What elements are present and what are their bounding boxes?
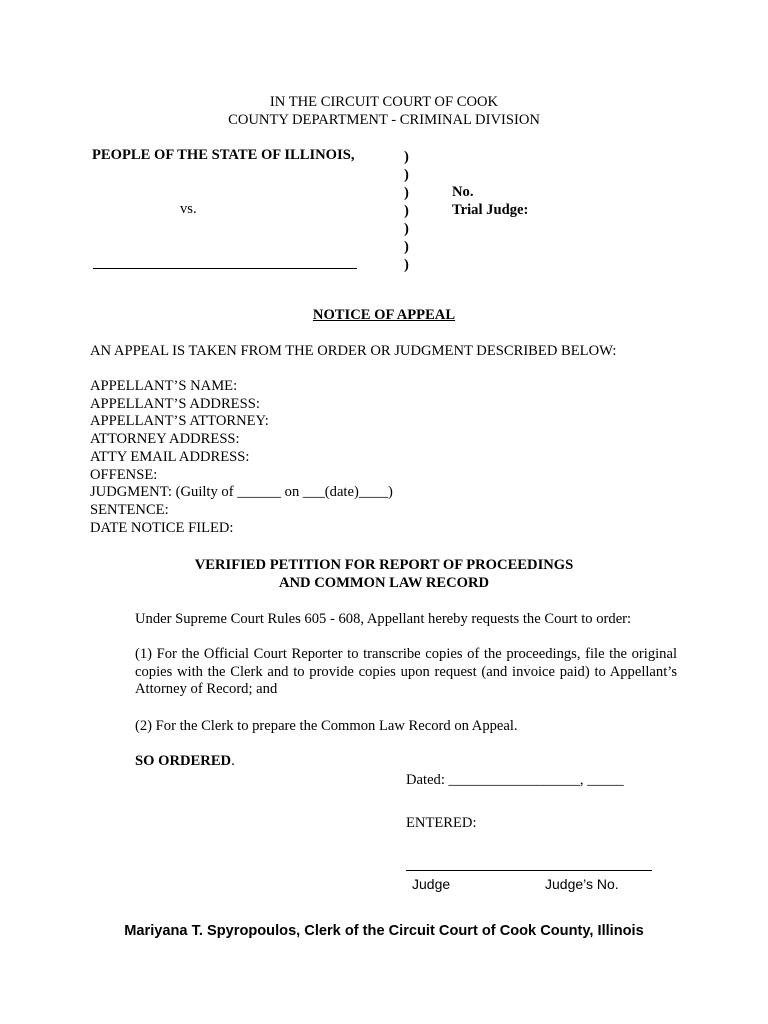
field-date-notice-filed: DATE NOTICE FILED: xyxy=(90,519,234,536)
field-atty-email: ATTY EMAIL ADDRESS: xyxy=(90,448,250,465)
appeal-intro: AN APPEAL IS TAKEN FROM THE ORDER OR JUDGMENT DESCRIBED BELOW: xyxy=(90,343,617,359)
petition-item-1: (1) For the Official Court Reporter to transcribe copies of the proceedings, file the original copies with the Clerk and to provide copies upon request (and invoice paid) to Appellant’s Attorney of Record; and xyxy=(135,646,677,698)
court-heading-line-1: IN THE CIRCUIT COURT OF COOK xyxy=(269,94,499,110)
caption-parentheses xyxy=(404,148,409,274)
dated-line: Dated: __________________, _____ xyxy=(406,772,624,788)
case-info xyxy=(452,183,528,219)
paren: ) xyxy=(404,185,409,201)
appellant-fields xyxy=(90,378,393,537)
plaintiff-name: PEOPLE OF THE STATE OF ILLINOIS, xyxy=(92,147,355,163)
notice-title: NOTICE OF APPEAL xyxy=(312,307,456,323)
paren: ) xyxy=(404,167,409,183)
paren: ) xyxy=(404,203,409,219)
case-number-label: No. xyxy=(452,184,474,200)
court-heading-line-2: COUNTY DEPARTMENT - CRIMINAL DIVISION xyxy=(228,111,540,128)
rules-paragraph: Under Supreme Court Rules 605 - 608, Appellant hereby requests the Court to order: xyxy=(135,611,632,627)
petition-title-line-1: VERIFIED PETITION FOR REPORT OF PROCEEDINGS xyxy=(194,557,574,573)
so-ordered xyxy=(135,753,235,771)
versus-label: vs. xyxy=(180,201,197,217)
paren: ) xyxy=(404,221,409,237)
field-attorney-address: ATTORNEY ADDRESS: xyxy=(90,431,240,448)
field-appellant-address: APPELLANT’S ADDRESS: xyxy=(90,395,260,412)
paren: ) xyxy=(404,257,409,273)
judge-number-label: Judge’s No. xyxy=(545,876,619,892)
field-offense: OFFENSE: xyxy=(90,466,158,483)
petition-item-2: (2) For the Clerk to prepare the Common Law Record on Appeal. xyxy=(135,718,518,734)
so-ordered-period: . xyxy=(231,753,235,769)
clerk-footer: Mariyana T. Spyropoulos, Clerk of the Circuit Court of Cook County, Illinois xyxy=(124,923,644,939)
judge-label: Judge xyxy=(412,876,451,892)
judge-signature-line xyxy=(406,870,652,871)
so-ordered-label: SO ORDERED xyxy=(135,753,232,769)
petition-title-line-2: AND COMMON LAW RECORD xyxy=(278,574,490,591)
field-sentence: SENTENCE: xyxy=(90,501,169,518)
paren: ) xyxy=(404,149,409,165)
paren: ) xyxy=(404,239,409,255)
defendant-name-blank xyxy=(93,268,357,269)
petition-title xyxy=(0,557,768,592)
field-appellant-attorney: APPELLANT’S ATTORNEY: xyxy=(90,413,269,430)
entered-label: ENTERED: xyxy=(406,815,477,831)
trial-judge-label: Trial Judge: xyxy=(452,202,529,218)
court-heading xyxy=(0,94,768,129)
field-appellant-name: APPELLANT’S NAME: xyxy=(90,378,238,394)
field-judgment: JUDGMENT: (Guilty of ______ on ___(date)____) xyxy=(90,484,393,501)
